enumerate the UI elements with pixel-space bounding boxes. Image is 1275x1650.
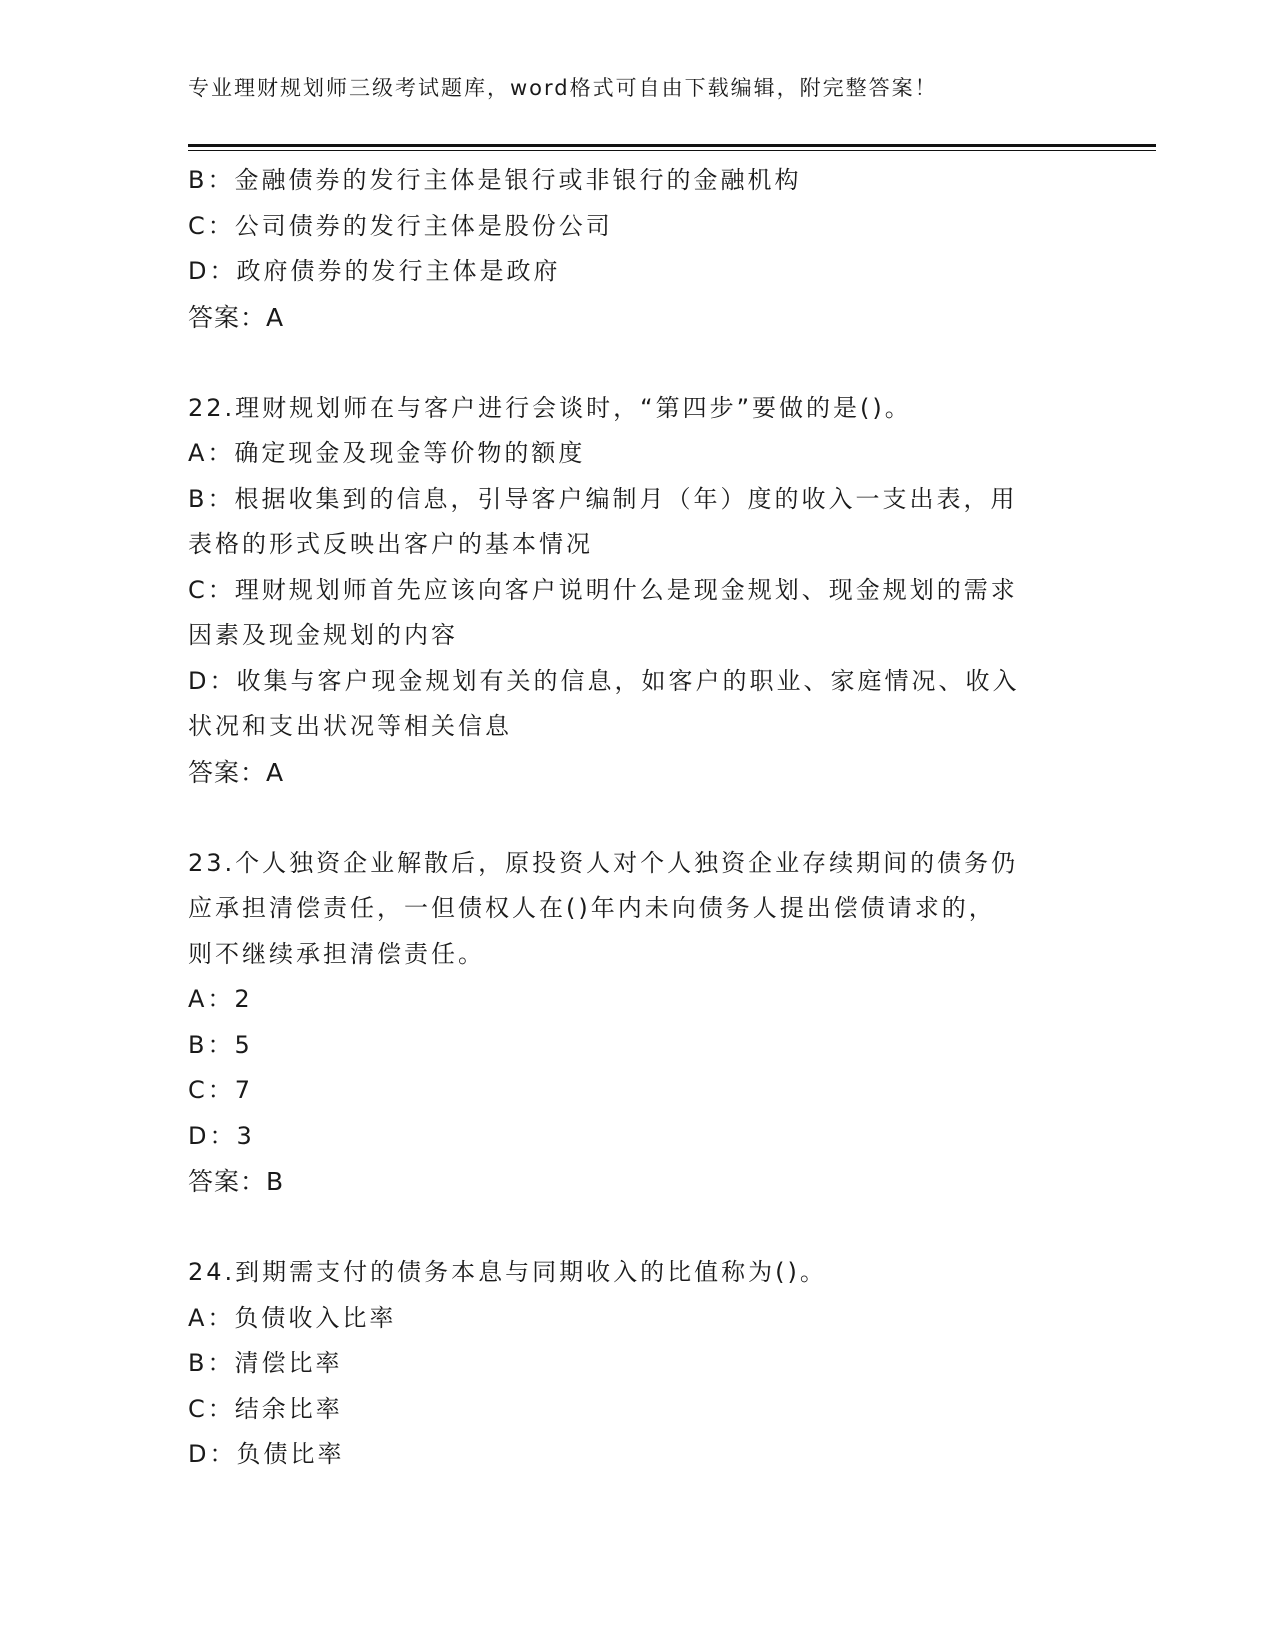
option-line: D：负债比率	[188, 1440, 345, 1468]
option-line: 状况和支出状况等相关信息	[188, 712, 512, 740]
option-line: C：理财规划师首先应该向客户说明什么是现金规划、现金规划的需求	[188, 575, 1018, 604]
option-line: 因素及现金规划的内容	[188, 621, 458, 649]
option-line: C：公司债券的发行主体是股份公司	[188, 211, 613, 240]
option-line: A：2	[188, 985, 253, 1013]
option-line: B：金融债券的发行主体是银行或非银行的金融机构	[188, 166, 802, 194]
page-header: 专业理财规划师三级考试题库，word格式可自由下载编辑，附完整答案！	[188, 76, 938, 100]
question-stem: 应承担清偿责任，一但债权人在()年内未向债务人提出偿债请求的，	[188, 894, 996, 922]
option-line: D：3	[188, 1121, 255, 1150]
option-line: D：收集与客户现金规划有关的信息，如客户的职业、家庭情况、收入	[188, 666, 1020, 695]
spacer	[188, 340, 1088, 386]
spacer	[188, 1205, 1088, 1251]
question-content	[188, 158, 1088, 1478]
option-line: C：结余比率	[188, 1394, 343, 1423]
question-stem: 23.个人独资企业解散后，原投资人对个人独资企业存续期间的债务仍	[188, 848, 1019, 877]
answer-line: 答案：A	[188, 302, 285, 332]
option-line: B：5	[188, 1030, 253, 1059]
answer-line: 答案：A	[188, 757, 285, 787]
header-rule-thin	[188, 150, 1156, 151]
option-line: 表格的形式反映出客户的基本情况	[188, 530, 593, 558]
option-line: B：清偿比率	[188, 1349, 343, 1377]
option-line: B：根据收集到的信息，引导客户编制月（年）度的收入一支出表，用	[188, 484, 1018, 513]
option-line: D：政府债券的发行主体是政府	[188, 257, 561, 285]
option-line: C：7	[188, 1076, 254, 1104]
question-stem: 则不继续承担清偿责任。	[188, 939, 485, 968]
header-rule-thick	[188, 144, 1156, 147]
question-stem: 24.到期需支付的债务本息与同期收入的比值称为()。	[188, 1258, 827, 1286]
option-line: A：负债收入比率	[188, 1303, 397, 1332]
option-line: A：确定现金及现金等价物的额度	[188, 439, 586, 467]
answer-line: 答案：B	[188, 1167, 285, 1196]
question-stem: 22.理财规划师在与客户进行会谈时，“第四步”要做的是()。	[188, 393, 912, 422]
spacer	[188, 795, 1088, 841]
